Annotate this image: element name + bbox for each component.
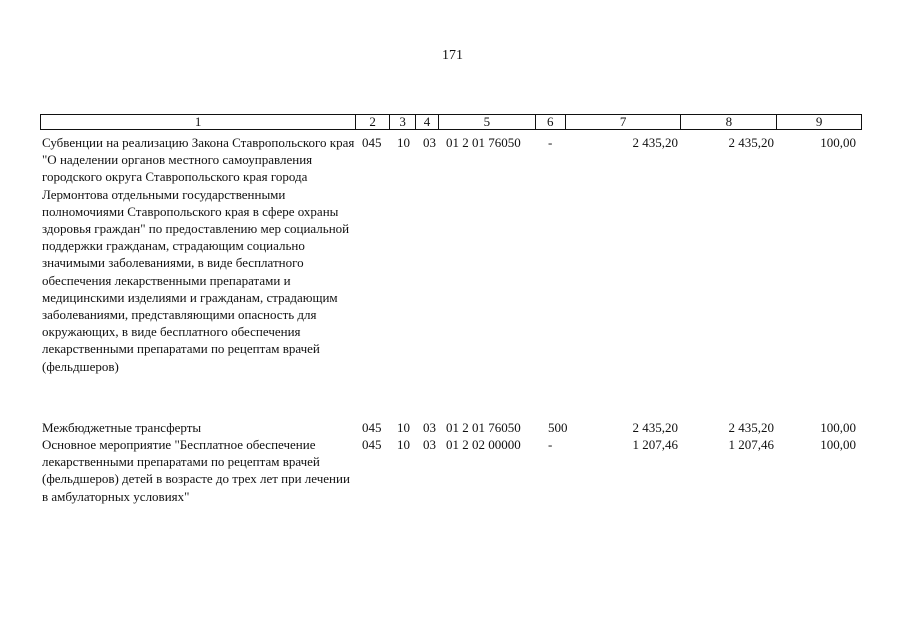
row-col-3: 10 [397,135,410,150]
row-col-6: 500 [548,420,568,435]
row-col-9: 100,00 [820,135,856,150]
row-col-7: 2 435,20 [632,135,678,150]
row-col-4: 03 [423,437,436,452]
row-col-8: 2 435,20 [728,420,774,435]
header-col-8: 8 [681,115,777,129]
row-col-2: 045 [362,135,382,150]
header-col-3: 3 [390,115,416,129]
header-col-4: 4 [416,115,439,129]
row-col-9: 100,00 [820,420,856,435]
table-header [40,114,862,130]
row-col-7: 2 435,20 [632,420,678,435]
row-col-4: 03 [423,420,436,435]
header-col-9: 9 [815,114,823,129]
row-col-5: 01 2 01 76050 [446,135,521,150]
row-col-9: 100,00 [820,437,856,452]
row-name: Субвенции на реализацию Закона Ставропольского края "О наделении органов местного самоуправления городского округа Ставропольского края города Лермонтова отдельными государственными полномочиями Ставропольского края в сфере охраны здоровья граждан" по предоставлению мер социальной поддержки гражданам, страдающим социально значимыми заболеваниями, в виде бесплатного обеспечения лекарственными препаратами и медицинскими изделиями и гражданам, страдающим заболеваниями, представляющими опасность для окружающих, в виде бесплатного обеспечения лекарственными препаратами по рецептам врачей (фельдшеров) [42,135,355,374]
row-col-6: - [548,135,553,150]
row-col-6: - [548,437,553,452]
header-col-7: 7 [566,115,682,129]
row-col-4: 03 [423,135,436,150]
row-col-2: 045 [362,420,382,435]
row-col-3: 10 [397,437,410,452]
row-name: Основное мероприятие "Бесплатное обеспечение лекарственными препаратами по рецептам врачей (фельдшеров) детей в возрасте до трех лет при лечении в амбулаторных условиях" [42,437,350,504]
row-col-8: 1 207,46 [728,437,774,452]
row-col-5: 01 2 01 76050 [446,420,521,435]
row-col-8: 2 435,20 [728,135,774,150]
row-col-3: 10 [397,420,410,435]
header-col-2: 2 [356,115,390,129]
header-col-6: 6 [536,115,566,129]
header-col-5: 5 [439,115,536,129]
row-col-7: 1 207,46 [632,437,678,452]
row-col-2: 045 [362,437,382,452]
page-number: 171 [442,48,463,63]
row-name: Межбюджетные трансферты [42,420,202,435]
header-col-1: 1 [41,115,356,129]
row-col-5: 01 2 02 00000 [446,437,521,452]
